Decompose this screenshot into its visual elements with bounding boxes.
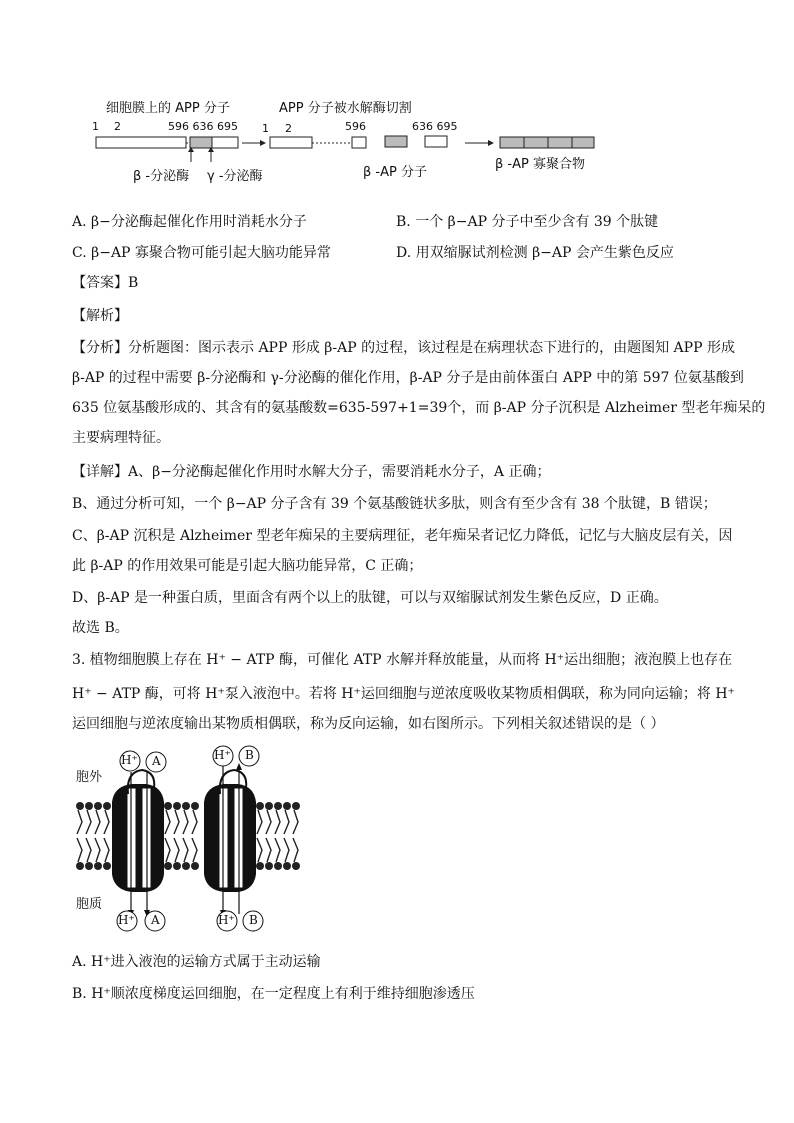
label-beta-secretase: β -分泌酶 <box>133 169 190 184</box>
q2-option-b: B. 一个 β−AP 分子中至少含有 39 个肽键 <box>396 214 659 230</box>
oligomer-unit <box>524 137 548 148</box>
q2-answer: 【答案】B <box>72 275 139 291</box>
label-beta-ap: β -AP 分子 <box>363 165 427 180</box>
q2-conclusion: 故选 B。 <box>72 620 129 636</box>
symport-protein <box>112 770 164 892</box>
b-label: B <box>249 913 258 927</box>
lipid-bilayer <box>76 802 300 870</box>
q2-detail-line: D、β-AP 是一种蛋白质，里面含有两个以上的肽键，可以与双缩脲试剂发生紫色反应，D 正确。 <box>72 590 668 606</box>
q2-detail-line: C、β-AP 沉积是 Alzheimer 型老年痴呆的主要病理征，老年痴呆者记忆力降低，记忆与大脑皮层有关，因 <box>72 528 733 544</box>
q2-detail-line: 【详解】A、β−分泌酶起催化作用时水解大分子，需要消耗水分子，A 正确； <box>72 464 551 480</box>
q2-analysis-line: 635 位氨基酸形成的、其含有的氨基酸数=635-597+1=39个，而 β-AP 分子沉积是 Alzheimer 型老年痴呆的 <box>72 400 766 416</box>
q2-analysis-line: β-AP 的过程中需要 β-分泌酶和 γ-分泌酶的催化作用，β-AP 分子是由前体蛋白 APP 中的第 597 位氨基酸到 <box>72 370 744 386</box>
q2-option-c: C. β−AP 寡聚合物可能引起大脑功能异常 <box>72 245 331 261</box>
label-cytoplasm: 胞质 <box>76 897 103 912</box>
fragment-n-terminal <box>270 137 312 148</box>
fragment-n-terminal-end <box>352 137 366 148</box>
arrow-cleavage <box>260 140 266 146</box>
residue-2-right: 2 <box>285 122 292 135</box>
b-label: B <box>245 748 254 762</box>
h-label: H⁺ <box>218 913 235 927</box>
residue-1-right: 1 <box>262 122 269 135</box>
label-app-cut: APP 分子被水解酶切割 <box>279 101 412 116</box>
q2-analysis-line: 【分析】分析题图：图示表示 APP 形成 β-AP 的过程，该过程是在病理状态下进行的，由题图知 APP 形成 <box>72 340 735 356</box>
q3-stem-line: 3. 植物细胞膜上存在 H⁺ − ATP 酶，可催化 ATP 水解并释放能量，从而将 H⁺运出细胞；液泡膜上也存在 <box>72 652 733 668</box>
residue-596-right: 596 <box>345 120 366 133</box>
label-membrane-app: 细胞膜上的 APP 分子 <box>106 101 230 116</box>
membrane-diagram <box>72 742 312 934</box>
residue-numbers-left: 596 636 695 <box>168 120 238 133</box>
residue-2-left: 2 <box>114 120 121 133</box>
a-label: A <box>152 754 161 768</box>
beta-ap-fragment <box>385 136 407 147</box>
a-label: A <box>151 913 160 927</box>
h-label: H⁺ <box>214 748 231 762</box>
label-beta-ap-oligomer: β -AP 寡聚合物 <box>495 157 585 172</box>
q2-detail-line: 此 β-AP 的作用效果可能是引起大脑功能异常，C 正确； <box>72 558 423 574</box>
antiport-protein <box>204 770 256 892</box>
b-outflow-arrow <box>236 763 242 770</box>
label-gamma-secretase: γ -分泌酶 <box>207 169 263 184</box>
beta-ap-region <box>190 137 212 148</box>
q3-option-a: A. H⁺进入液泡的运输方式属于主动运输 <box>72 954 321 970</box>
oligomer-unit <box>548 137 572 148</box>
residue-numbers-right: 636 695 <box>412 120 458 133</box>
app-bar-segment-2 <box>212 137 238 148</box>
h-label: H⁺ <box>118 913 135 927</box>
q3-option-b: B. H⁺顺浓度梯度运回细胞，在一定程度上有利于维持细胞渗透压 <box>72 986 475 1002</box>
residue-1-left: 1 <box>92 120 99 133</box>
label-extracellular: 胞外 <box>76 770 103 785</box>
oligomer-unit <box>500 137 524 148</box>
q2-detail-line: B、通过分析可知，一个 β−AP 分子含有 39 个氨基酸链状多肽，则含有至少含有 38 个肽键，B 错误； <box>72 496 717 512</box>
q2-option-d: D. 用双缩脲试剂检测 β−AP 会产生紫色反应 <box>396 245 674 261</box>
q3-stem-line: H⁺ − ATP 酶，可将 H⁺泵入液泡中。若将 H⁺运回细胞与逆浓度吸收某物质相偶联，称为同向运输；将 H⁺ <box>72 686 735 702</box>
q2-analysis-line: 主要病理特征。 <box>72 430 170 446</box>
oligomer-unit <box>572 137 594 148</box>
arrow-aggregation <box>488 140 494 146</box>
app-bar-segment-1 <box>96 137 186 148</box>
h-label: H⁺ <box>121 753 138 767</box>
q2-option-a: A. β−分泌酶起催化作用时消耗水分子 <box>72 214 307 230</box>
fragment-c-terminal <box>425 136 447 147</box>
q3-stem-line: 运回细胞与逆浓度输出某物质相偶联，称为反向运输，如右图所示。下列相关叙述错误的是（ ） <box>72 716 665 732</box>
q2-analysis-heading: 【解析】 <box>72 308 128 324</box>
